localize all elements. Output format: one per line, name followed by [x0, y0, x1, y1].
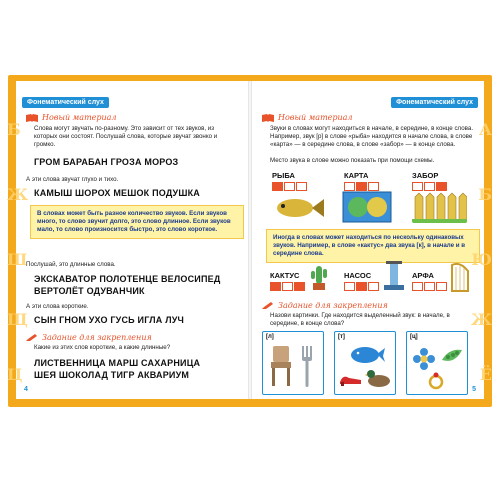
deco-letter: А [478, 120, 492, 139]
scheme-word-harp: АРФА [412, 271, 434, 280]
scheme-harp [412, 282, 447, 291]
right-para-1: Звуки в словах могут находиться в начале, в середине, в конце слова. Например, звук [р] в слове «рыба» находится в начале слова, в слове «карта» — в середине слова, в слове «забор» — в конце слова. [270, 125, 474, 148]
ring-picture [427, 372, 445, 390]
right-heading-new-material: Новый материал [262, 113, 353, 122]
fork-picture [299, 346, 317, 388]
left-para-2: А эти слова звучат глухо и тихо. [26, 176, 119, 183]
right-para-3: Назови картинки. Где находится выделенный звук: в начале, в середине, в конце слова? [270, 312, 450, 327]
deco-letter: Б [478, 185, 492, 204]
deco-letter: Ж [7, 185, 28, 204]
scheme-word-fish: РЫБА [272, 171, 295, 180]
left-task-words-b: ШЕЯ ШОКОЛАД ТИГР АКВАРИУМ [34, 370, 190, 380]
task-box-l: [л] [262, 331, 324, 395]
duck-picture [365, 368, 391, 388]
left-words-long-a: ЭКСКАВАТОР ПОЛОТЕНЦЕ ВЕЛОСИПЕД [34, 274, 221, 284]
scheme-word-fence: ЗАБОР [412, 171, 439, 180]
fence-picture [412, 191, 467, 223]
right-page [252, 81, 484, 399]
scheme-word-cactus: КАКТУС [270, 271, 300, 280]
flower-picture [413, 348, 435, 370]
scheme-word-pump: НАСОС [344, 271, 372, 280]
map-picture [342, 191, 392, 223]
scheme-word-map: КАРТА [344, 171, 369, 180]
left-words-short: СЫН ГНОМ УХО ГУСЬ ИГЛА ЛУЧ [34, 315, 185, 325]
pencil-icon [26, 334, 38, 342]
deco-letter: Б [7, 120, 21, 139]
shoe-picture [339, 370, 363, 386]
deco-letter: Ж [471, 310, 492, 329]
left-para-5: Какие из этих слов короткие, а какие длинные? [34, 344, 171, 351]
left-words-long-b: ВЕРТОЛЁТ ОДУВАНЧИК [34, 286, 145, 296]
whale-picture [349, 342, 385, 364]
left-task-words-a: ЛИСТВЕННИЦА МАРШ САХАРНИЦА [34, 358, 201, 368]
deco-letter: Ю [471, 250, 492, 269]
scheme-pump [344, 282, 379, 291]
cactus-picture [310, 264, 328, 290]
scheme-fish [272, 182, 307, 191]
book-icon [262, 114, 274, 122]
deco-letter: Ё [479, 365, 492, 384]
deco-letter: Ш [7, 250, 28, 269]
right-heading-task: Задание для закрепления [262, 301, 388, 310]
task-box-t: [т] [334, 331, 396, 395]
left-para-3: Послушай, это длинные слова. [26, 261, 116, 268]
right-para-2: Место звука в слове можно показать при помощи схемы. [270, 157, 435, 164]
left-section-tab: Фонематический слух [22, 97, 109, 108]
scheme-map [344, 182, 379, 191]
left-para-4: А эти слова короткие. [26, 303, 89, 310]
chair-picture [269, 344, 293, 388]
deco-letter: Щ [7, 310, 28, 329]
left-heading-task: Задание для закрепления [26, 333, 152, 342]
harp-picture [448, 261, 472, 293]
scheme-cactus [270, 282, 305, 291]
fish-picture [270, 193, 325, 223]
peapod-picture [441, 346, 463, 366]
left-page [16, 81, 248, 399]
book-icon [26, 114, 38, 122]
right-page-number: 5 [472, 386, 476, 393]
left-words-loud: ГРОМ БАРАБАН ГРОЗА МОРОЗ [34, 157, 179, 167]
left-words-quiet: КАМЫШ ШОРОХ МЕШОК ПОДУШКА [34, 188, 200, 198]
pencil-icon [262, 302, 274, 310]
left-heading-new-material: Новый материал [26, 113, 117, 122]
left-rule-box: В словах может быть разное количество звуков. Если звуков много, то слово звучит долго, это слово длинное. Если звуков мало, то слово произносится быстро, это слово короткое. [30, 205, 244, 239]
scheme-fence [412, 182, 447, 191]
deco-letter: Ц [7, 365, 23, 384]
left-page-number: 4 [24, 386, 28, 393]
task-box-ts: [ц] [406, 331, 468, 395]
pump-picture [380, 261, 408, 291]
right-section-tab: Фонематический слух [391, 97, 478, 108]
left-para-1: Слова могут звучать по-разному. Это зависит от тех звуков, из которых они состоят. Послушай слова, которые звучат звонко и громко. [34, 125, 218, 148]
book-spread [8, 75, 492, 407]
right-rule-box: Иногда в словах может находиться по нескольку одинаковых звуков. Например, в слове «кактус» два звука [к], в начале и в середине слова. [266, 229, 480, 263]
